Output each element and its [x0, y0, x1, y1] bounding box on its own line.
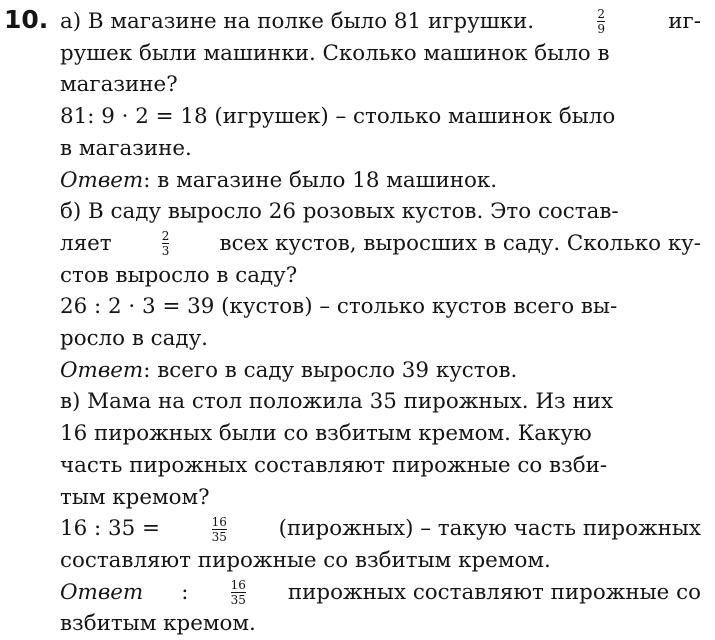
fraction-numerator: 16 — [211, 514, 227, 529]
text-segment: всех кустов, выросших в саду. Сколько ку- — [219, 230, 701, 256]
text-line — [60, 482, 701, 514]
text-segment: а) В магазине на полке было 81 игрушки. — [60, 9, 535, 34]
answer-label: Ответ — [60, 357, 144, 383]
fraction-numerator: 2 — [597, 7, 605, 22]
text-segment: : в магазине было 18 машинок. — [143, 167, 498, 193]
text-segment: 81: 9 · 2 = 18 (игрушек) – столько машинок было — [60, 104, 616, 130]
text-line — [60, 608, 701, 640]
fraction-numerator: 16 — [230, 578, 246, 592]
text-line — [60, 165, 701, 197]
text-line — [60, 133, 701, 165]
text-segment: стов выросло в саду? — [60, 262, 298, 288]
text-line — [60, 418, 701, 450]
text-segment: рушек были машинки. Сколько машинок было в — [60, 40, 610, 66]
text-segment: иг- — [668, 9, 701, 34]
text-segment: магазине? — [60, 72, 178, 98]
fraction — [212, 516, 227, 543]
text-line — [60, 291, 701, 323]
text-line — [60, 386, 701, 418]
text-line — [60, 260, 701, 292]
text-segment: росло в саду. — [60, 326, 208, 352]
text-line — [60, 6, 701, 38]
text-segment: ляет — [60, 230, 112, 256]
text-segment: 16 пирожных были со взбитым кремом. Какую — [60, 421, 592, 447]
text-segment: пирожных составляют пирожные со — [287, 579, 701, 605]
text-line — [60, 38, 701, 70]
text-line — [60, 101, 701, 133]
text-segment: тым кремом? — [60, 484, 210, 510]
fraction-numerator: 2 — [161, 229, 170, 244]
text-line — [60, 228, 701, 260]
fraction-denominator: 35 — [211, 529, 227, 544]
text-line — [60, 323, 701, 355]
fraction — [162, 230, 170, 257]
fraction-denominator: 3 — [161, 244, 170, 259]
text-segment: часть пирожных составляют пирожные со взби- — [60, 452, 608, 478]
text-line — [60, 577, 701, 609]
text-segment: : — [181, 579, 189, 605]
text-segment: взбитым кремом. — [60, 611, 256, 637]
text-line — [60, 450, 701, 482]
task-text — [60, 6, 701, 640]
text-segment: : всего в саду выросло 39 кустов. — [143, 357, 518, 383]
text-segment: б) В саду выросло 26 розовых кустов. Это состав- — [60, 199, 619, 225]
fraction-denominator: 35 — [230, 593, 246, 607]
text-segment: 26 : 2 · 3 = 39 (кустов) – столько кустов всего вы- — [60, 294, 618, 320]
fraction — [597, 8, 605, 35]
fraction-denominator: 9 — [597, 22, 605, 37]
text-line — [60, 355, 701, 387]
answer-label: Ответ — [60, 579, 144, 605]
task-number: 10. — [4, 5, 49, 34]
text-line — [60, 196, 701, 228]
text-segment: 16 : 35 = — [60, 516, 160, 542]
text-segment: в) Мама на стол положила 35 пирожных. Из них — [60, 389, 614, 415]
text-segment: (пирожных) – такую часть пирожных — [278, 516, 701, 542]
answer-label: Ответ — [60, 167, 144, 193]
text-line — [60, 69, 701, 101]
fraction — [231, 579, 246, 606]
text-segment: составляют пирожные со взбитым кремом. — [60, 547, 551, 573]
text-line — [60, 545, 701, 577]
text-segment: в магазине. — [60, 135, 192, 161]
text-line — [60, 513, 701, 545]
